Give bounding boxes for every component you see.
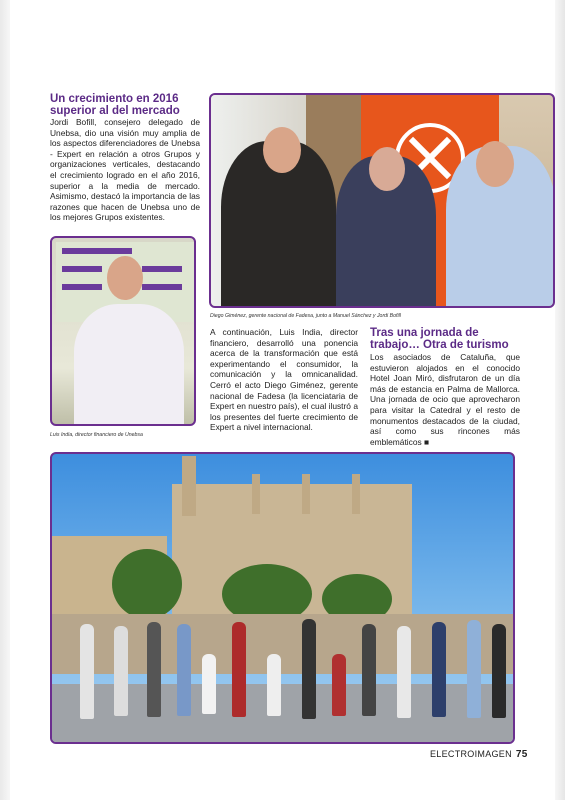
page-shadow-right	[555, 0, 565, 800]
page-footer	[430, 749, 528, 760]
magazine-name: ELECTROIMAGEN	[430, 749, 512, 759]
section1-body: Jordi Bofill, consejero delegado de Unebsa, dio una visión muy amplia de los aspectos diferenciadores de Unebsa - Expert en relación a otros Grupos y organizaciones verticales, destacando el crecimiento logrado en el año 2016, superior a la media de mercado. Asimismo, destacó la importancia de las razones que hacen de Unebsa uno de los mejores Grupos existentes.	[50, 117, 200, 223]
photo-speaker	[50, 236, 196, 426]
section1-heading: Un crecimiento en 2016 superior al del mercado	[50, 93, 180, 117]
end-mark: ■	[424, 436, 430, 447]
section2-heading: Tras una jornada de trabajo… Otra de turismo	[370, 327, 509, 351]
page-shadow-left	[0, 0, 10, 800]
photo-top-caption: Diego Giménez, gerente nacional de Fadesa, junto a Manuel Sánchez y Jordi Bofill	[210, 313, 401, 319]
photo-group-cathedral	[50, 452, 515, 744]
section2-body	[370, 352, 520, 447]
photo-executives	[209, 93, 555, 308]
section2-body-text: Los asociados de Cataluña, que estuvieron alojados en el conocido Hotel Joan Miró, disfrutaron de un día más de estancia en Palma de Mallorca. Una jornada de ocio que aprovecharon para visitar la Catedral y el resto de monumentos destacados de la ciudad, así como sus rincones más emblemáticos	[370, 352, 520, 447]
photo-left-caption: Luis India, director financiero de Unebsa	[50, 432, 143, 438]
middle-body: A continuación, Luis India, director financiero, desarrolló una ponencia acerca de la transformación que está experimentando el consumidor, la comunicación y la omnicanalidad. Cerró el acto Diego Giménez, gerente nacional de Fadesa (la licenciataria de Expert en nuestro país), el cual ilustró a los presentes del fuerte crecimiento de Expert a nivel internacional.	[210, 327, 358, 433]
page-number: 75	[515, 749, 528, 760]
